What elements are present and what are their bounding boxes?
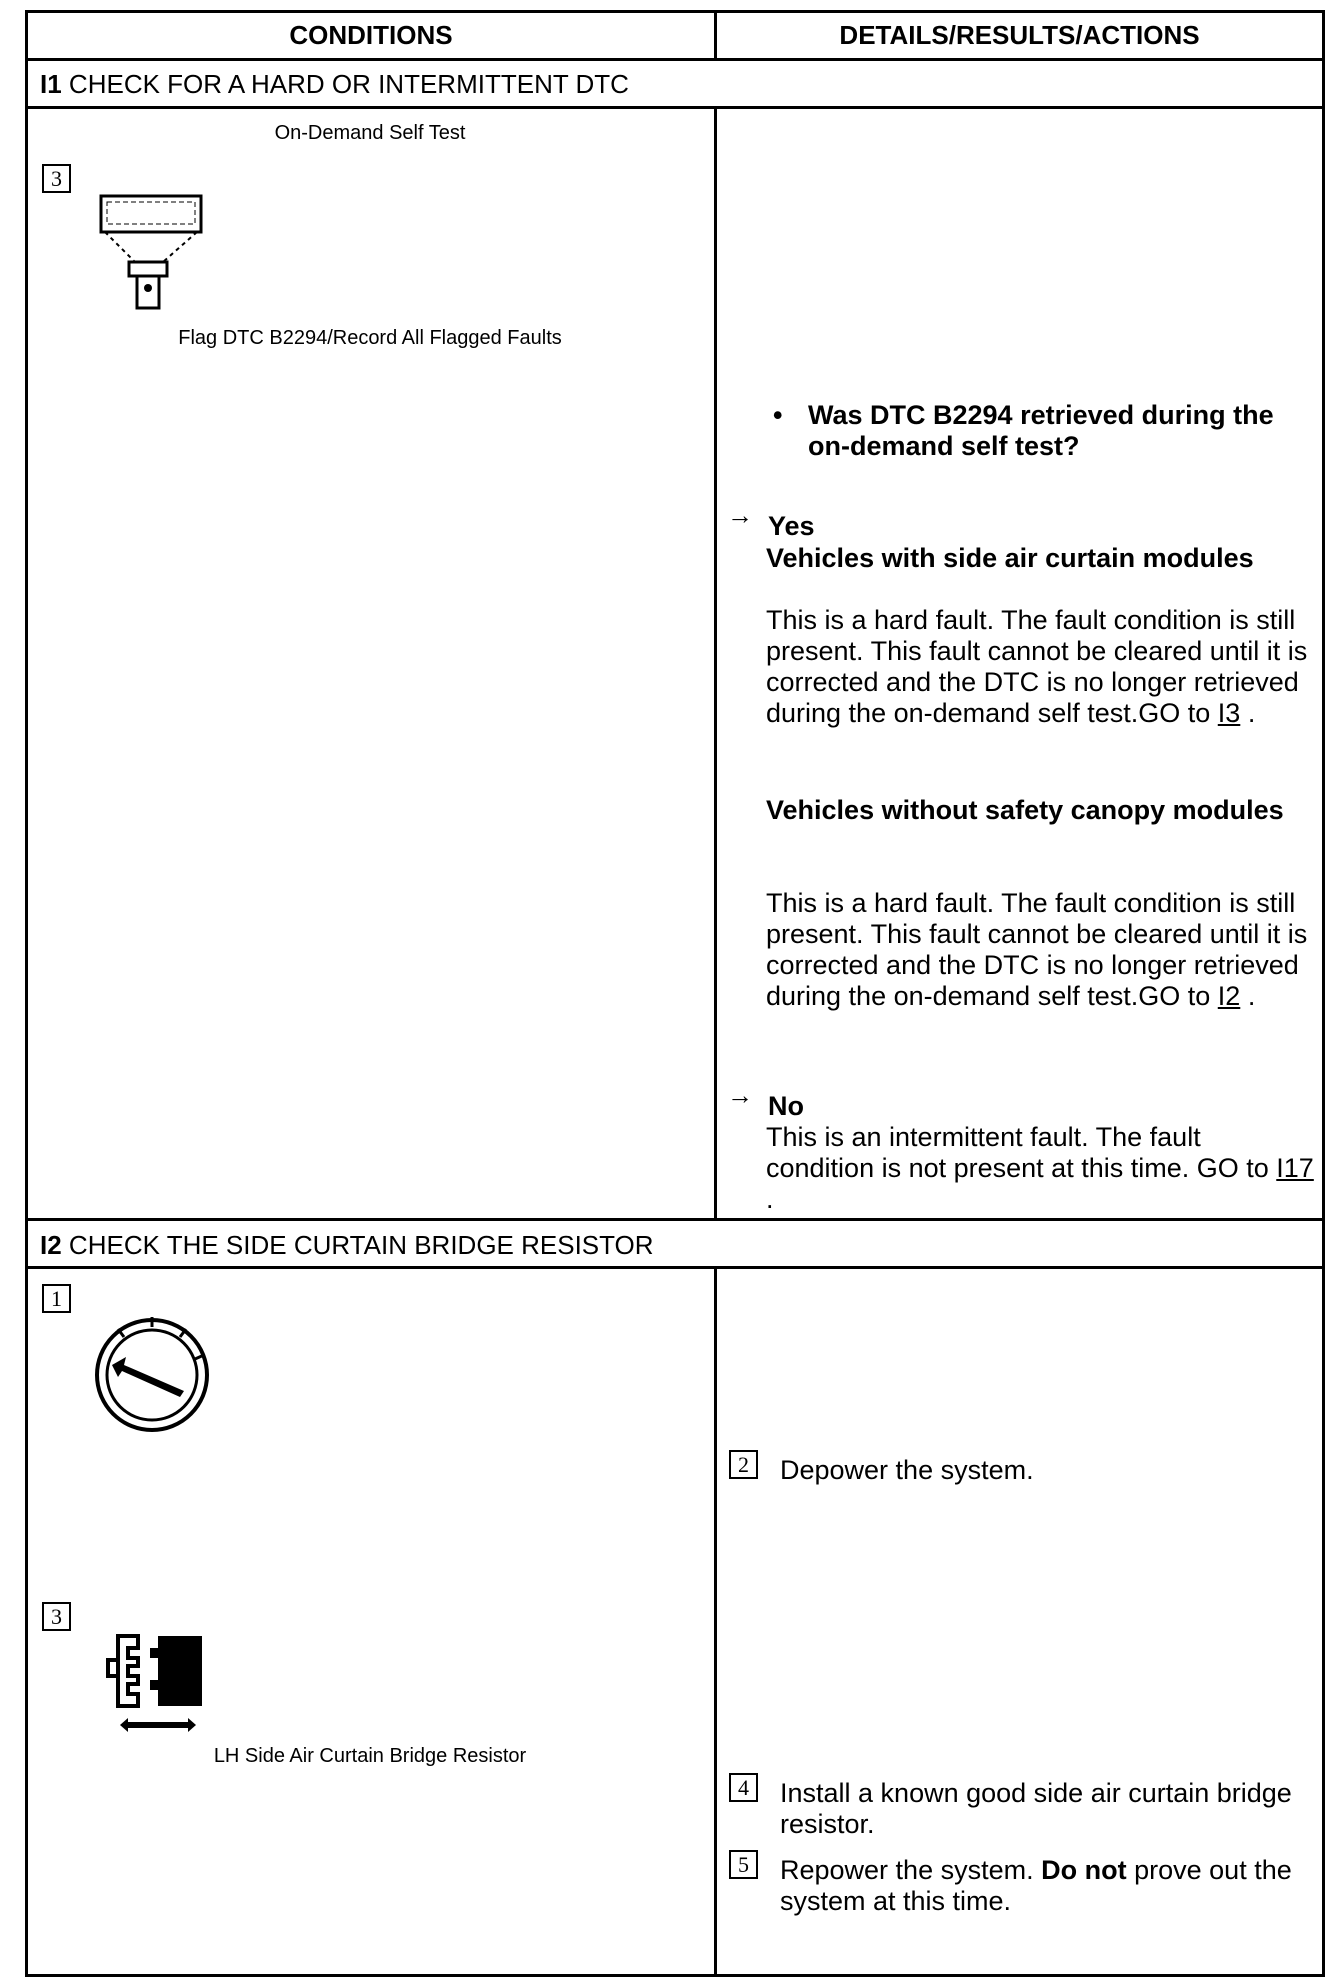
no-arrow-icon: → — [727, 1080, 753, 1110]
header-bottom-line — [25, 58, 1325, 61]
step-1-box: 1 — [42, 1284, 71, 1313]
dtc-question: Was DTC B2294 retrieved during the on-demand self test? — [808, 400, 1274, 461]
step-5-text-bold: Do not — [1041, 1855, 1127, 1885]
yes-label: Yes — [768, 511, 815, 541]
step-2-box: 2 — [729, 1450, 758, 1479]
yes-text-2-period: . — [1247, 981, 1256, 1011]
yes-subhead-side-air-curtain: Vehicles with side air curtain modules — [766, 543, 1254, 573]
yes-text-1 — [766, 605, 1316, 729]
section-i1-title — [40, 69, 629, 100]
section-i2-title — [40, 1230, 654, 1261]
conditions-header: CONDITIONS — [289, 20, 453, 50]
yes-subhead-without-safety-canopy: Vehicles without safety canopy modules — [766, 795, 1284, 825]
section-i2-title-text: CHECK THE SIDE CURTAIN BRIDGE RESISTOR — [68, 1230, 654, 1260]
goto-i17-link[interactable]: I17 — [1276, 1153, 1314, 1183]
section1-title-bottom-line — [25, 106, 1325, 109]
no-label: No — [768, 1091, 804, 1121]
section2-column-divider — [714, 1266, 717, 1976]
table-border-right — [1322, 10, 1325, 1977]
step-2-text: Depower the system. — [780, 1455, 1034, 1485]
step-5-text-post: prove out the system at this time. — [780, 1855, 1292, 1916]
section-i2-id: I2 — [40, 1230, 62, 1260]
on-demand-self-test-caption: On-Demand Self Test — [274, 122, 466, 144]
goto-i3-link[interactable]: I3 — [1217, 698, 1241, 728]
scan-tool-icon — [95, 190, 210, 315]
section2-title-bottom-line — [25, 1266, 1325, 1269]
table-border-left — [25, 10, 28, 1977]
step-4-box: 4 — [729, 1773, 758, 1802]
yes-arrow-icon: → — [727, 500, 753, 530]
section1-column-divider — [714, 106, 717, 1220]
bridge-resistor-connector-icon — [90, 1630, 215, 1740]
yes-text-1-body: This is a hard fault. The fault condition is still present. This fault cannot be cleared until it is corrected and the DTC is no longer retrieved during the on-demand self test.GO to — [766, 605, 1308, 728]
lh-bridge-resistor-caption: LH Side Air Curtain Bridge Resistor — [213, 1745, 527, 1767]
step-5-text-pre: Repower the system. — [780, 1855, 1034, 1885]
goto-i2-link[interactable]: I2 — [1217, 981, 1241, 1011]
table-border-top — [25, 10, 1325, 13]
ignition-switch-icon — [92, 1315, 212, 1435]
section-i1-id: I1 — [40, 69, 62, 99]
flag-dtc-caption: Flag DTC B2294/Record All Flagged Faults — [178, 327, 562, 349]
no-text-body: This is an intermittent fault. The fault condition is not present at this time. GO to — [766, 1122, 1269, 1183]
step-5-box: 5 — [729, 1850, 758, 1879]
section2-title-top-line — [25, 1218, 1325, 1221]
bullet-dot: • — [773, 400, 783, 430]
step-5-text — [780, 1855, 1300, 1917]
table-border-bottom — [25, 1974, 1325, 1977]
step-4-text: Install a known good side air curtain bridge resistor. — [780, 1778, 1292, 1839]
details-header: DETAILS/RESULTS/ACTIONS — [839, 20, 1200, 50]
yes-text-2-body: This is a hard fault. The fault condition is still present. This fault cannot be cleared until it is corrected and the DTC is no longer retrieved during the on-demand self test.GO to — [766, 888, 1308, 1011]
section-i1-title-text: CHECK FOR A HARD OR INTERMITTENT DTC — [68, 69, 629, 99]
no-text-period: . — [766, 1184, 774, 1214]
step-3-box-i1: 3 — [42, 164, 71, 193]
no-text — [766, 1122, 1316, 1215]
yes-text-1-period: . — [1247, 698, 1256, 728]
yes-text-2 — [766, 888, 1316, 1012]
step-3-box-i2: 3 — [42, 1602, 71, 1631]
